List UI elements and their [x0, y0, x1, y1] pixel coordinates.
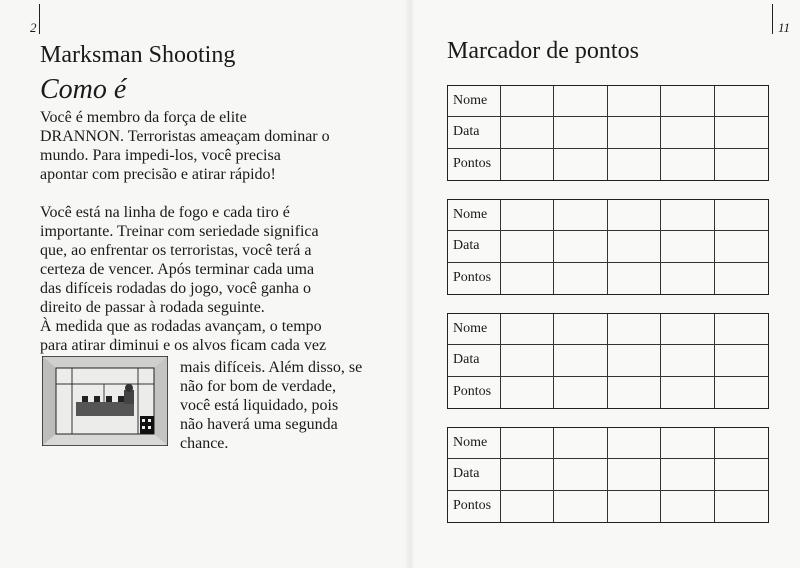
score-cell[interactable]: [501, 263, 554, 294]
right-margin-rule: [772, 4, 773, 34]
text-line: DRANNON. Terroristas ameaçam dominar o: [40, 128, 330, 145]
score-cell[interactable]: [715, 377, 768, 408]
score-cell[interactable]: [554, 117, 607, 148]
row-label-nome: Nome: [448, 200, 501, 231]
row-label-data: Data: [448, 459, 501, 490]
text-line: mundo. Para impedi-los, você precisa: [40, 147, 281, 164]
row-label-data: Data: [448, 231, 501, 262]
score-cell[interactable]: [501, 428, 554, 459]
row-label-data: Data: [448, 117, 501, 148]
score-cell[interactable]: [501, 491, 554, 522]
text-line: certeza de vencer. Após terminar cada uma: [40, 261, 315, 278]
section-heading: Como é: [40, 74, 127, 105]
text-line: que, ao enfrentar os terroristas, você terá a: [40, 242, 312, 259]
score-cell[interactable]: [661, 459, 714, 490]
left-margin-rule: [39, 4, 40, 34]
score-cell[interactable]: [608, 149, 661, 180]
text-line: direito de passar à rodada seguinte.: [40, 299, 265, 316]
score-cell[interactable]: [608, 345, 661, 376]
row-label-nome: Nome: [448, 86, 501, 117]
score-cell[interactable]: [661, 117, 714, 148]
score-cell[interactable]: [501, 86, 554, 117]
score-cell[interactable]: [661, 491, 714, 522]
page-title: Marksman Shooting: [40, 42, 236, 68]
text-line: chance.: [180, 435, 229, 452]
text-line: apontar com precisão e atirar rápido!: [40, 166, 276, 183]
score-cell[interactable]: [608, 428, 661, 459]
score-cell[interactable]: [608, 314, 661, 345]
score-cell[interactable]: [554, 459, 607, 490]
page-number-left: 2: [30, 20, 37, 35]
score-cell[interactable]: [608, 117, 661, 148]
score-cell[interactable]: [661, 231, 714, 262]
score-cell[interactable]: [715, 314, 768, 345]
score-sheet-title: Marcador de pontos: [447, 38, 639, 64]
score-cell[interactable]: [715, 149, 768, 180]
score-cell[interactable]: [715, 263, 768, 294]
score-cell[interactable]: [554, 231, 607, 262]
score-cell[interactable]: [715, 428, 768, 459]
score-cell[interactable]: [554, 377, 607, 408]
rules-paragraph: [40, 203, 385, 355]
text-line: das difíceis rodadas do jogo, você ganha o: [40, 280, 312, 297]
score-cell[interactable]: [501, 314, 554, 345]
score-cell[interactable]: [715, 117, 768, 148]
score-cell[interactable]: [715, 86, 768, 117]
text-line: À medida que as rodadas avançam, o tempo: [40, 318, 322, 335]
row-label-pontos: Pontos: [448, 377, 501, 408]
row-label-nome: Nome: [448, 428, 501, 459]
score-cell[interactable]: [608, 86, 661, 117]
page-fold: [405, 0, 415, 568]
row-label-nome: Nome: [448, 314, 501, 345]
score-cell[interactable]: [501, 345, 554, 376]
score-cell[interactable]: [608, 459, 661, 490]
score-cell[interactable]: [661, 345, 714, 376]
score-cell[interactable]: [715, 345, 768, 376]
page-number-right: 11: [778, 20, 791, 35]
text-line: importante. Treinar com seriedade significa: [40, 223, 319, 240]
shooting-range-illustration: [42, 356, 168, 446]
score-cell[interactable]: [554, 200, 607, 231]
score-cell[interactable]: [501, 459, 554, 490]
row-label-pontos: Pontos: [448, 149, 501, 180]
score-cell[interactable]: [608, 491, 661, 522]
text-line: não for bom de verdade,: [180, 378, 336, 395]
score-cell[interactable]: [661, 200, 714, 231]
score-cell[interactable]: [554, 149, 607, 180]
score-cell[interactable]: [608, 231, 661, 262]
score-cell[interactable]: [661, 314, 714, 345]
score-cell[interactable]: [554, 314, 607, 345]
score-cell[interactable]: [554, 86, 607, 117]
closing-paragraph: [180, 358, 390, 453]
score-cell[interactable]: [715, 459, 768, 490]
row-label-data: Data: [448, 345, 501, 376]
text-line: você está liquidado, pois: [180, 397, 339, 414]
text-line: mais difíceis. Além disso, se: [180, 359, 363, 376]
score-cell[interactable]: [554, 345, 607, 376]
score-card-1: [447, 85, 769, 181]
score-cell[interactable]: [501, 117, 554, 148]
score-cell[interactable]: [715, 231, 768, 262]
score-cell[interactable]: [661, 86, 714, 117]
score-card-2: [447, 199, 769, 295]
score-cell[interactable]: [715, 200, 768, 231]
score-cell[interactable]: [608, 377, 661, 408]
score-cell[interactable]: [501, 231, 554, 262]
score-cell[interactable]: [554, 491, 607, 522]
score-cell[interactable]: [554, 428, 607, 459]
row-label-pontos: Pontos: [448, 263, 501, 294]
score-cell[interactable]: [501, 377, 554, 408]
score-card-3: [447, 313, 769, 409]
text-line: para atirar diminui e os alvos ficam cada vez: [40, 337, 327, 354]
intro-paragraph: [40, 108, 385, 184]
score-cell[interactable]: [608, 200, 661, 231]
text-line: Você é membro da força de elite: [40, 109, 247, 126]
score-cell[interactable]: [661, 149, 714, 180]
text-line: não haverá uma segunda: [180, 416, 338, 433]
score-cell[interactable]: [608, 263, 661, 294]
score-cell[interactable]: [554, 263, 607, 294]
score-cell[interactable]: [661, 428, 714, 459]
score-cell[interactable]: [501, 149, 554, 180]
score-cell[interactable]: [661, 263, 714, 294]
score-cell[interactable]: [661, 377, 714, 408]
score-cell[interactable]: [501, 200, 554, 231]
row-label-pontos: Pontos: [448, 491, 501, 522]
text-line: Você está na linha de fogo e cada tiro é: [40, 204, 290, 221]
score-cell[interactable]: [715, 491, 768, 522]
score-card-4: [447, 427, 769, 523]
